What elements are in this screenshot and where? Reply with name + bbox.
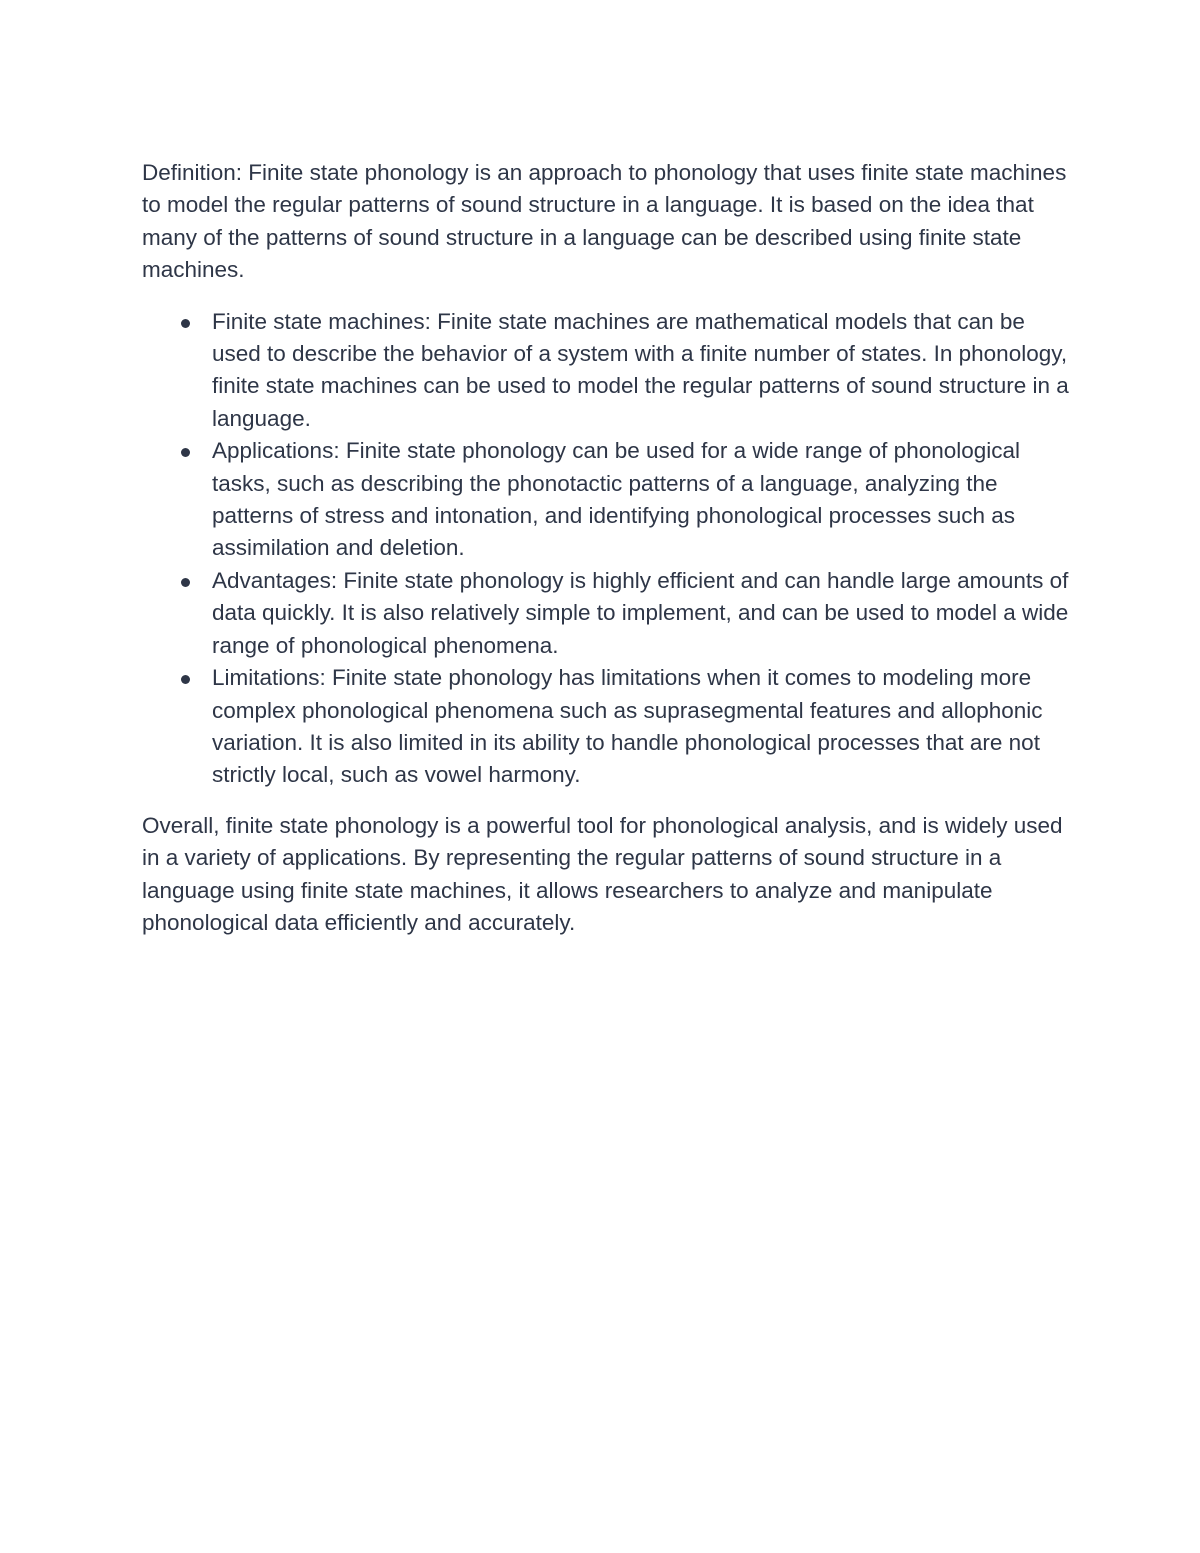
list-item-text: Applications: Finite state phonology can be used for a wide range of phonological tasks, such as describing the phonotactic patterns of a language, analyzing the patterns of stress and intonation, and identifying phonological processes such as assimilation and deletion.	[212, 438, 1021, 561]
list-item-text: Advantages: Finite state phonology is highly efficient and can handle large amounts of data quickly. It is also relatively simple to implement, and can be used to model a wide range of phonological phenomena.	[212, 567, 1069, 658]
list-item	[212, 565, 1072, 662]
bullet-icon	[181, 675, 190, 684]
list-item-text: Limitations: Finite state phonology has limitations when it comes to modeling more complex phonological phenomena such as suprasegmental features and allophonic variation. It is also limited in its ability to handle phonological processes that are not strictly local, such as vowel harmony.	[212, 665, 1043, 788]
definition-paragraph: Definition: Finite state phonology is an approach to phonology that uses finite state machines to model the regular patterns of sound structure in a language. It is based on the idea that many of the patterns of sound structure in a language can be described using finite state machines.	[142, 160, 1067, 283]
bullet-icon	[181, 578, 190, 587]
conclusion-paragraph: Overall, finite state phonology is a powerful tool for phonological analysis, and is widely used in a variety of applications. By representing the regular patterns of sound structure in a language using finite state machines, it allows researchers to analyze and manipulate phonological data efficiently and accurately.	[142, 812, 1063, 935]
document-body	[142, 157, 1072, 939]
bullet-list	[142, 306, 1072, 792]
list-item	[212, 662, 1072, 792]
list-item	[212, 435, 1072, 565]
bullet-icon	[181, 319, 190, 328]
list-item-text: Finite state machines: Finite state machines are mathematical models that can be used to describe the behavior of a system with a finite number of states. In phonology, finite state machines can be used to model the regular patterns of sound structure in a language.	[212, 308, 1069, 431]
list-item	[212, 306, 1072, 436]
bullet-icon	[181, 448, 190, 457]
